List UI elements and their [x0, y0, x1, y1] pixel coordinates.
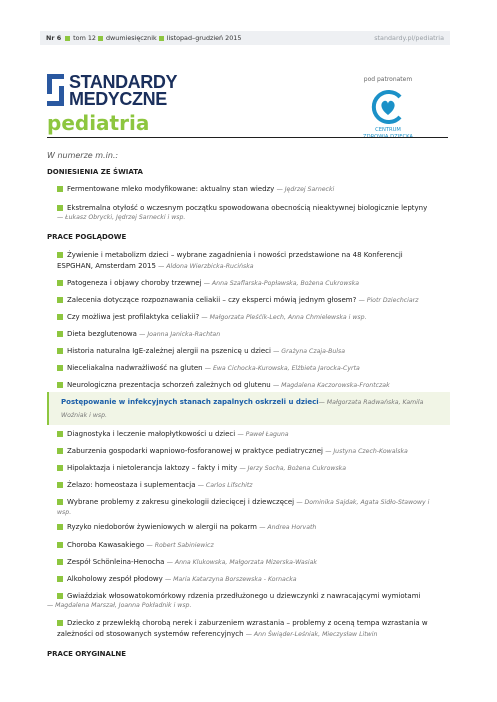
list-item[interactable]: Ekstremalna otyłość o wczesnym początku spowodowana obecnością nieaktywnej biologicznie leptyny — [57, 203, 452, 214]
list-item[interactable]: Nieceliakalna nadwrażliwość na gluten — Ewa Cichocka-Kurowska, Elżbieta Jarocka-Cyrta — [57, 363, 452, 374]
list-item[interactable]: Wybrane problemy z zakresu ginekologii dziecięcej i dziewczęcej — Dominika Sajdak, Agata Sidło-Stawowy i — [57, 497, 452, 508]
divider — [47, 137, 448, 138]
section-heading: DONIESIENIA ZE ŚWIATA — [47, 168, 143, 176]
list-item[interactable]: Alkoholowy zespół płodowy — Maria Katarzyna Borszewska - Kornacka — [57, 574, 452, 585]
list-item[interactable]: Hipolaktazja i nietolerancja laktozy – fakty i mity — Jerzy Socha, Bożena Cukrowska — [57, 463, 452, 474]
patronage — [358, 76, 418, 141]
list-item[interactable]: Dieta bezglutenowa — Joanna Janicka-Rachtan — [57, 329, 452, 340]
patronage-label: pod patronatem — [363, 76, 413, 83]
bullet-icon — [57, 620, 63, 626]
list-item[interactable]: Gwiaździak włosowatokomórkowy rdzenia przedłużonego u dziewczynki z nawracającymi wymiotami — [57, 591, 452, 602]
list-item[interactable]: Patogeneza i objawy choroby trzewnej — Anna Szaflarska-Popławska, Bożena Cukrowska — [57, 278, 452, 289]
bullet-icon — [57, 205, 63, 211]
bullet-icon — [57, 348, 63, 354]
bullet-icon — [57, 499, 63, 505]
journal-title: pediatria — [47, 111, 150, 135]
list-item-authors: — Magdalena Marszał, Joanna Pokładnik i wsp. — [47, 602, 192, 609]
list-item-authors: wsp. — [57, 509, 72, 516]
bullet-icon — [57, 431, 63, 437]
list-item[interactable]: Ryzyko niedoborów żywieniowych w alergii na pokarm — Andrea Horvath — [57, 522, 452, 533]
list-item[interactable]: Żywienie i metabolizm dzieci – wybrane zagadnienia i nowości przedstawione na 48 Konferencji — [57, 250, 452, 261]
list-item[interactable]: Fermentowane mleko modyfikowane: aktualny stan wiedzy — Jędrzej Sarnecki — [57, 184, 452, 195]
bullet-icon — [57, 382, 63, 388]
list-item[interactable]: Diagnostyka i leczenie małopłytkowości u dzieci — Paweł Łaguna — [57, 429, 452, 440]
list-item-authors: — Łukasz Obrycki, Jędrzej Sarnecki i wsp. — [57, 214, 186, 221]
standardy-medyczne-logo — [47, 74, 197, 110]
bullet-icon — [57, 482, 63, 488]
list-item-title-cont: ESPGHAN, Amsterdam 2015 — Aldona Wierzbicka-Rucińska — [57, 262, 254, 270]
bullet-icon — [98, 36, 103, 41]
frequency: dwumiesięcznik — [105, 34, 157, 42]
bullet-icon — [57, 524, 63, 530]
list-item[interactable]: Zespół Schönleina-Henocha — Anna Klukowska, Małgorzata Mizerska-Wasiak — [57, 557, 452, 568]
logo-line-2: MEDYCZNE — [69, 89, 167, 109]
bullet-icon — [57, 593, 63, 599]
czd-logo-icon — [370, 89, 406, 125]
bullet-icon — [57, 297, 63, 303]
list-item[interactable]: Zalecenia dotyczące rozpoznawania celiakii – czy eksperci mówią jednym głosem? — Piotr Dziechciarz — [57, 295, 452, 306]
list-item[interactable]: Zaburzenia gospodarki wapniowo-fosforanowej w praktyce pediatrycznej — Justyna Czech-Kowalska — [57, 446, 452, 457]
section-heading: PRACE ORYGINALNE — [47, 650, 127, 658]
bullet-icon — [57, 314, 63, 320]
highlighted-title: Postępowanie w infekcyjnych stanach zapalnych oskrzeli u dzieci — [61, 398, 319, 406]
bullet-icon — [57, 448, 63, 454]
patron-org-line-1: CENTRUM — [375, 127, 401, 133]
list-item[interactable]: Czy możliwa jest profilaktyka celiakii? — Małgorzata Pleśćik-Lech, Anna Chmielewska i wsp. — [57, 312, 452, 323]
site-link[interactable]: standardy.pl/pediatria — [374, 34, 444, 42]
bullet-icon — [65, 36, 70, 41]
logo-mark-icon — [47, 74, 64, 106]
issue-number: Nr 6 — [46, 34, 62, 42]
highlighted-article[interactable] — [47, 392, 450, 425]
period: listopad–grudzień 2015 — [166, 34, 242, 42]
list-item[interactable]: Żelazo: homeostaza i suplementacja — Carlos Lifschitz — [57, 480, 452, 491]
intro-text: W numerze m.in.: — [47, 151, 119, 160]
bullet-icon — [57, 542, 63, 548]
bullet-icon — [57, 576, 63, 582]
bullet-icon — [57, 559, 63, 565]
bullet-icon — [57, 365, 63, 371]
highlighted-authors-cont: Woźniak i wsp. — [61, 412, 107, 419]
section-heading: PRACE POGLĄDOWE — [47, 233, 127, 241]
bullet-icon — [57, 331, 63, 337]
list-item-title-cont: zależności od stosowanych systemów referencyjnych — Ann Świąder-Leśniak, Mieczysław Litwin — [57, 630, 378, 638]
list-item[interactable]: Historia naturalna IgE-zależnej alergii na pszenicę u dzieci — Grażyna Czaja-Bulsa — [57, 346, 452, 357]
volume: tom 12 — [73, 34, 96, 42]
list-item[interactable]: Neurologiczna prezentacja schorzeń zależnych od glutenu — Magdalena Kaczorowska-Frontczak — [57, 380, 452, 391]
issue-bar — [40, 31, 450, 45]
bullet-icon — [57, 252, 63, 258]
bullet-icon — [57, 465, 63, 471]
list-item[interactable]: Choroba Kawasakiego — Robert Sabiniewicz — [57, 540, 452, 551]
bullet-icon — [159, 36, 164, 41]
bullet-icon — [57, 280, 63, 286]
list-item[interactable]: Dziecko z przewlekłą chorobą nerek i zaburzeniem wzrastania – problemy z oceną tempa wzrastania w — [57, 618, 452, 629]
highlighted-authors: — Małgorzata Radwańska, Kamila — [318, 399, 424, 406]
logo-line-1: STANDARDY — [69, 72, 178, 92]
bullet-icon — [57, 186, 63, 192]
